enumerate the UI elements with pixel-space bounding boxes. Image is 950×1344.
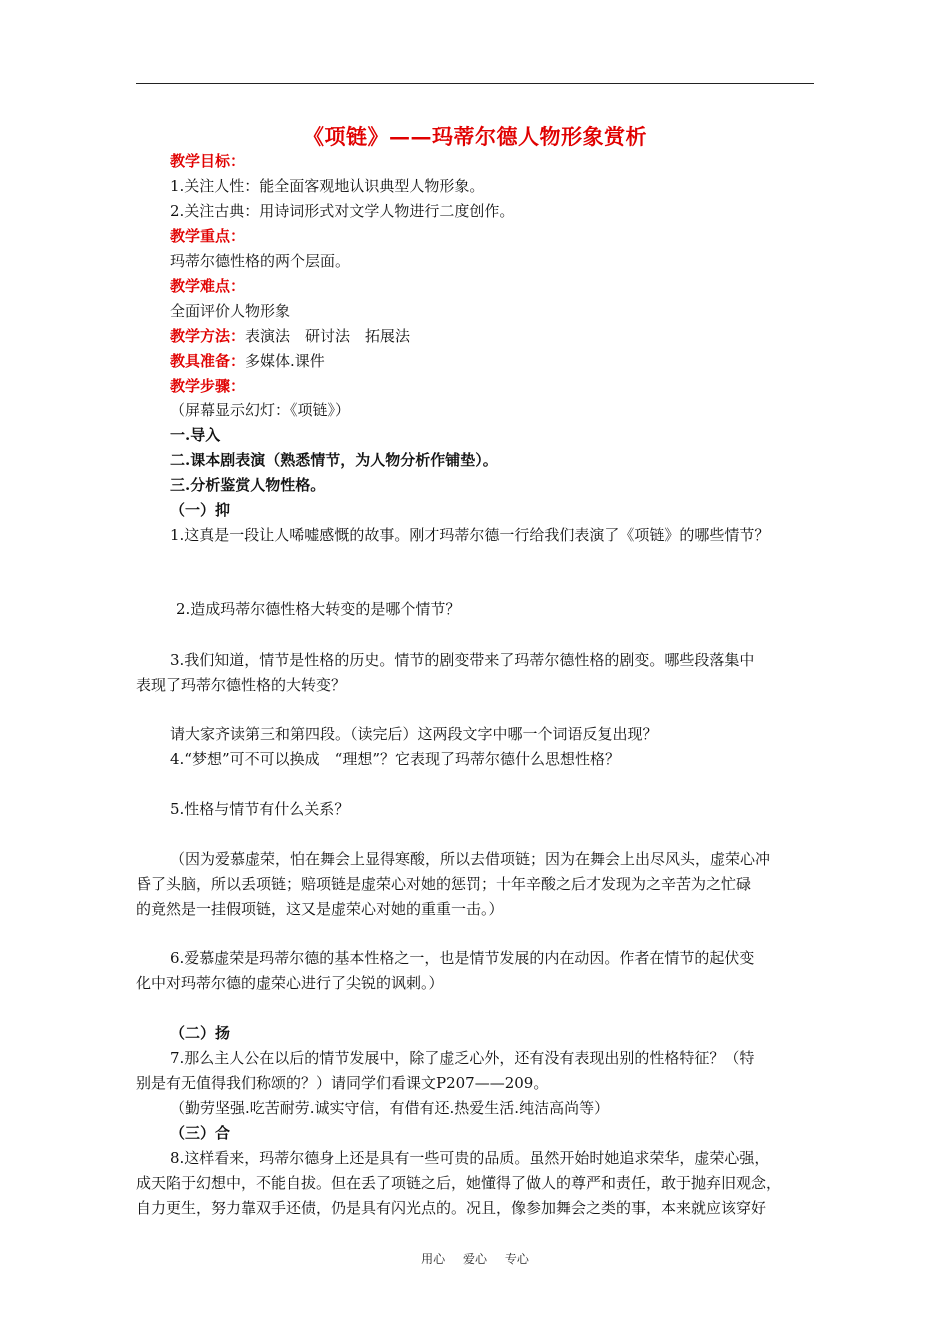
page-footer [0,1250,950,1267]
answer-7: （勤劳坚强.吃苦耐劳.诚实守信，有借有还.热爱生活.纯洁高尚等） [170,1099,610,1117]
question-2: 2.造成玛蒂尔德性格大转变的是哪个情节？ [176,600,461,618]
objective-1: 1.关注人性：能全面客观地认识典型人物形象。 [170,177,485,195]
answer-5-line-2: 昏了头脑，所以丢项链；赔项链是虚荣心对她的惩罚；十年辛酸之后才发现为之辛苦为之忙碌 [136,875,752,893]
footer-word-2: 爱心 [462,1252,487,1266]
steps-heading: 教学步骤： [170,377,246,395]
question-1: 1.这真是一段让人唏嘘感慨的故事。刚才玛蒂尔德一行给我们表演了《项链》的哪些情节？ [170,526,770,544]
question-5: 5.性格与情节有什么关系？ [170,800,350,818]
section-1: 一.导入 [170,426,221,444]
subsection-2: （二）扬 [170,1024,231,1042]
question-7-line-1: 7.那么主人公在以后的情节发展中，除了虚乏心外，还有没有表现出别的性格特征？（特 [170,1049,755,1067]
answer-5-line-1: （因为爱慕虚荣，怕在舞会上显得寒酸，所以去借项链；因为在舞会上出尽风头，虚荣心冲 [170,850,771,868]
page-title: 《项链》——玛蒂尔德人物形象赏析 [303,124,647,149]
question-3-line-2: 表现了玛蒂尔德性格的大转变？ [136,676,347,694]
focus-text: 玛蒂尔德性格的两个层面。 [170,252,351,270]
subsection-1: （一）抑 [170,501,231,519]
tools-line [170,350,325,372]
methods-text: 表演法 研讨法 拓展法 [245,327,411,345]
footer-word-1: 用心 [421,1252,446,1266]
tools-heading: 教具准备： [170,352,246,370]
section-3: 三.分析鉴赏人物性格。 [170,476,326,494]
footer-word-3: 专心 [504,1252,529,1266]
question-3-line-1: 3.我们知道，情节是性格的历史。情节的剧变带来了玛蒂尔德性格的剧变。哪些段落集中 [170,651,755,669]
difficulty-heading: 教学难点： [170,277,246,295]
difficulty-text: 全面评价人物形象 [170,302,291,320]
question-8-line-2: 成天陷于幻想中，不能自拔。但在丢了项链之后，她懂得了做人的尊严和责任，敢于抛弃旧观念， [136,1174,782,1192]
methods-line [170,325,410,347]
question-6-line-1: 6.爱慕虚荣是玛蒂尔德的基本性格之一，也是情节发展的内在动因。作者在情节的起伏变 [170,949,755,967]
read-instruction: 请大家齐读第三和第四段。（读完后）这两段文字中哪一个词语反复出现？ [170,725,658,743]
question-8-line-3: 自力更生，努力靠双手还债，仍是具有闪光点的。况且，像参加舞会之类的事，本来就应该穿好 [136,1199,767,1217]
question-4: 4.“梦想”可不可以换成 “理想”？它表现了玛蒂尔德什么思想性格？ [170,750,620,768]
subsection-3: （三）合 [170,1124,231,1142]
steps-note: （屏幕显示幻灯：《项链》） [170,401,351,419]
answer-5-line-3: 的竟然是一挂假项链，这又是虚荣心对她的重重一击。） [136,900,504,918]
question-7-line-2: 别是有无值得我们称颂的？）请同学们看课文P207——209。 [136,1074,549,1092]
objective-2: 2.关注古典：用诗词形式对文学人物进行二度创作。 [170,202,515,220]
objectives-heading: 教学目标： [170,152,246,170]
header-rule [136,83,814,84]
tools-text: 多媒体.课件 [245,352,325,370]
question-8-line-1: 8.这样看来，玛蒂尔德身上还是具有一些可贵的品质。虽然开始时她追求荣华，虚荣心强， [170,1149,770,1167]
section-2: 二.课本剧表演（熟悉情节，为人物分析作铺垫）。 [170,451,498,469]
question-6-line-2: 化中对玛蒂尔德的虚荣心进行了尖锐的讽刺。） [136,974,444,992]
methods-heading: 教学方法： [170,327,246,345]
focus-heading: 教学重点： [170,227,246,245]
